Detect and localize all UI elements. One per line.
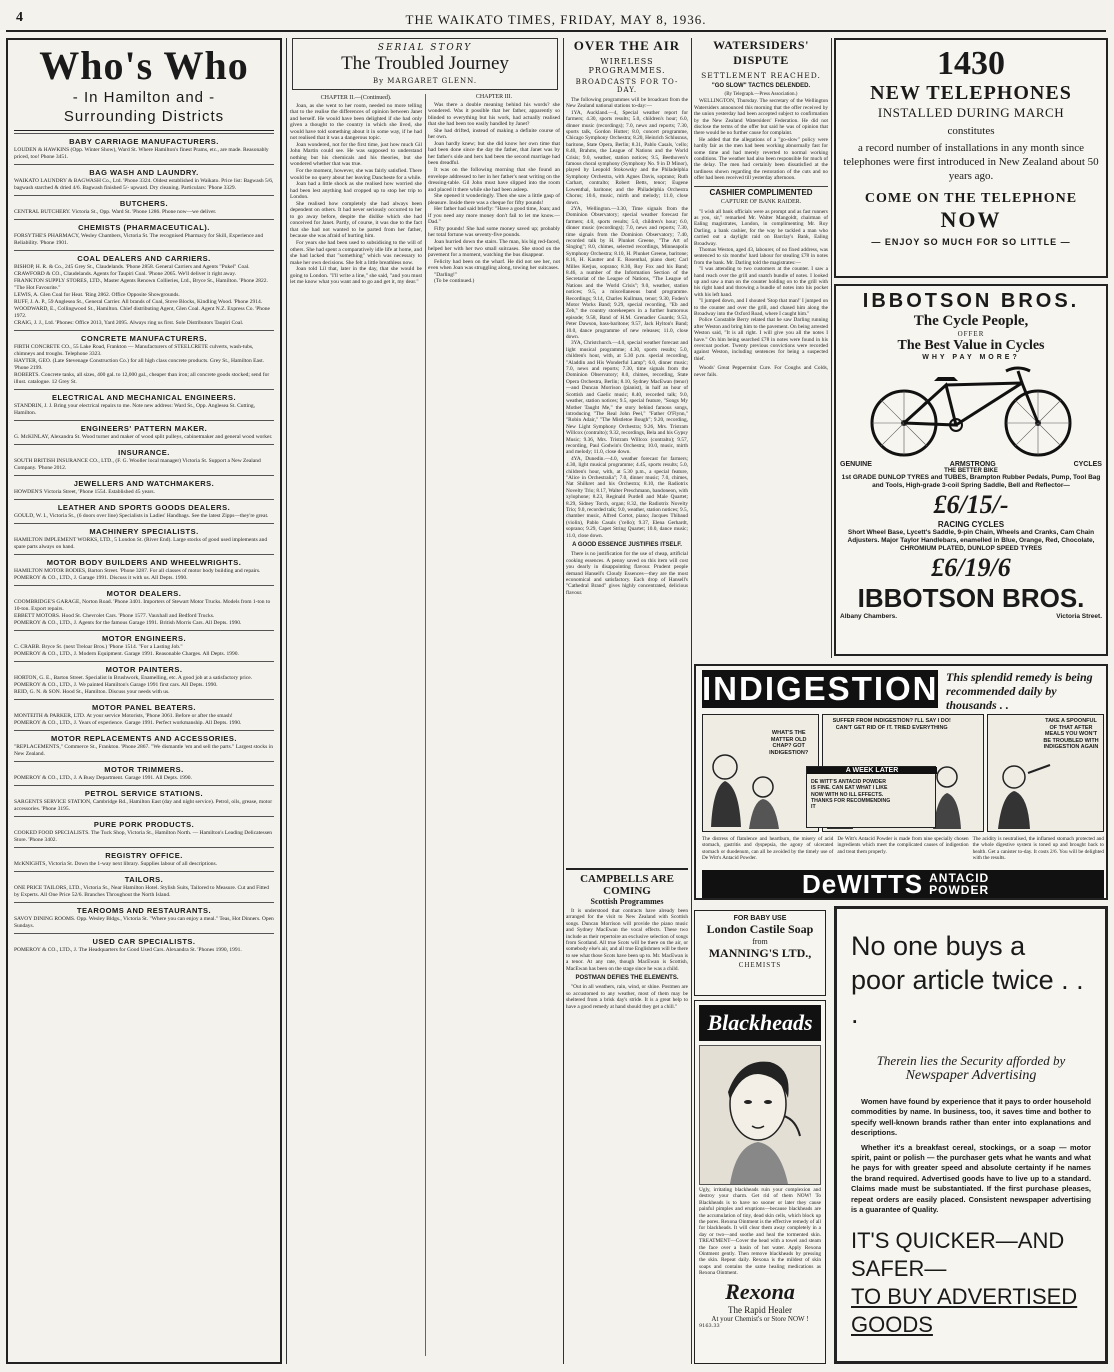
directory-section-heading: REGISTRY OFFICE. [105, 851, 183, 860]
directory-section-heading: USED CAR SPECIALISTS. [92, 937, 196, 946]
story-paragraph: Joan had a little shock as she realised how worried she had been lest anything had cropped up to stop her trip to London. [290, 181, 422, 201]
cashier-paragraph: Police Constable Berry related that he saw Darling running after Weston and bring him to the pavement. On being arrested Weston said, "It is all right. I will give you all the notes I have." On him being searched £78 in notes were found in his overcoat pocket. Twenty previous convictions were recorded against Weston, including sentences for being a suspected thief. [694, 317, 828, 362]
directory-entry: COOKED FOOD SPECIALISTS. The Tuck Shop, Victoria St., Hamilton North. — Hamilton's Leading Delicatessen Store. 'Phone 3402. [14, 830, 273, 843]
directory-entry: POMEROY & CO., LTD., J. Modern Equipment. Garage 1991. Reasonable Charges. All Depts. 1990. [14, 651, 239, 657]
directory-entry: FORSYTHE'S PHARMACY, Wesley Chambers, Victoria St. The recognised Pharmacy for Skill, Experience and Reliability. 'Phone 1901. [14, 233, 264, 246]
telephone-headline: NEW TELEPHONES [870, 82, 1072, 104]
directory-entry: CRAIG, J. J., Ltd. 'Phones: Office 2013, Yard 2095. Always ring us first. Sole Distributors Taupiri Coal. [14, 320, 244, 326]
cashier-paragraph: Thomas Weston, aged 43, labourer, of no fixed address, was sentenced to six months' hard labour for stealing £78 in notes from the bank. Mr. Darling told the magistrates:— [694, 246, 828, 266]
watersiders-quote: "GO SLOW" TACTICS DELENDED. [711, 83, 811, 89]
newspaper-title: THE WAIKATO TIMES, FRIDAY, MAY 8, 1936. [405, 12, 707, 27]
directory-entry: LOUDEN & HAWKINS (Opp. Winter Show), Ward St. Where Hamilton's finest Prams, etc., are made. Reasonably priced, too! Phone 3451. [14, 147, 269, 160]
dewitts-brand: DeWITTS [802, 868, 924, 899]
panel-caption: SUFFER FROM INDIGESTION? I'LL SAY I DO! CAN'T GET RID OF IT. TRIED EVERYTHING [832, 718, 951, 731]
antacid-label [923, 872, 989, 896]
directory-section-heading: PURE PORK PRODUCTS. [93, 820, 195, 829]
story-paragraph: Was there a double meaning behind his words? she wondered. Was it possible that her father, apparently so blinded to everything but his work, had actually realised that she had been too easily handled by Janet? [428, 101, 560, 128]
directory-section [14, 523, 274, 554]
directory-section [14, 933, 274, 957]
quicker-line1: IT'S QUICKER—AND SAFER— [851, 1228, 1065, 1282]
story-paragraph: Joan told Lil that, later in the day, that she would be going to London. "I'll write a line," she said, "and you must let me know what you want and to go and get it, my dear." [290, 266, 422, 286]
page-number: 4 [16, 10, 23, 25]
story-paragraph: Joan wondered, not for the first time, just how much Gil John Martin could see. He was supposed to understand nothing but his chemicals and his theories, but she wondered whether that was true. [290, 141, 422, 168]
directory-section-heading: MOTOR PANEL BEATERS. [91, 703, 197, 712]
directory-section-heading: MOTOR PAINTERS. [105, 665, 183, 674]
therein-line1: Therein lies the Security afforded by [876, 1053, 1066, 1068]
directory-entry: G. McKINLAY, Alexandra St. Wood turner and maker of wood split pulleys, cabinetmaker and general wood worker. [14, 434, 273, 440]
radio-body [566, 97, 688, 596]
indigestion-tagline: This splendid remedy is being recommended daily by thousands . . [946, 670, 1093, 712]
radio-subtitle-2: BROADCASTS FOR TO-DAY. [575, 78, 679, 94]
telephone-constitutes: constitutes [947, 125, 995, 137]
story-paragraph: Joan hurried down the stairs. The man, his big red-faced, helped her with her two small suitcases. She stood on the pavement for a moment, watching the bus disappear. [428, 239, 560, 259]
racing-price: £6/19/6 [931, 553, 1011, 582]
indigestion-text: De Witt's Antacid Powder is made from nine specially chosen ingredients which meet the complicated causes of indigestion and treat them properly. [837, 836, 969, 855]
directory-section [14, 661, 274, 699]
postman-heading: POSTMAN DEFIES THE ELEMENTS. [575, 975, 679, 982]
ibbotson-offer: OFFER [957, 330, 985, 338]
panel-caption: WHAT'S THE MATTER OLD CHAP? GOT INDIGESTION? [769, 730, 809, 756]
story-paragraph: "Darling!" [434, 271, 458, 278]
antacid-word: ANTACID [929, 871, 990, 885]
directory-entry: POMEROY & CO., LTD., J. We painted Hamilton's Garage 1991 first cars. All Depts. 1990. [14, 682, 218, 688]
directory-section-heading: ENGINEERS' PATTERN MAKER. [80, 424, 208, 433]
directory-section [14, 133, 274, 164]
better-bike-label: THE BETTER BIKE [944, 468, 998, 474]
directory-entry: EBBETT MOTORS. Hood St. Chevrolet Cars. 'Phone 1577. Vauxhall and Bedford Trucks. [14, 613, 215, 619]
directory-entry: HAMILTON MOTOR BODIES, Barton Street. 'Phone 3287. For all classes of motor body building and repairs. [14, 568, 261, 574]
directory-entry: POMEROY & CO., LTD., J. Years of experience. Garage 1991. Perfect workmanship. All Depts. 1990. [14, 720, 242, 726]
directory-section-heading: MOTOR BODY BUILDERS AND WHEELWRIGHTS. [46, 558, 242, 567]
watersiders-column [694, 38, 828, 658]
castile-from: from [752, 937, 768, 946]
telephone-now: NOW [940, 207, 1002, 232]
directory-entry: CRAWFORD & CO., Claudelands. Agents for Taupiri Coal. 'Phone 2065. We'll deliver it right away. [14, 271, 236, 277]
ibbotson-footer: IBBOTSON BROS. [857, 583, 1085, 613]
directory-entry: HORTON, G. E., Barton Street. Specialist in Brushwork, Enamelling, etc. A good job at a satisfactory price. [14, 675, 253, 681]
bicycle-illustration [840, 363, 1102, 459]
directory-entry: POMEROY & CO., LTD., J. Garage 1991. Discuss it with us. All Depts. 1990. [14, 575, 188, 581]
racing-spec: Short Wheel Base, Lycett's Saddle, 9-pin Chain, Wheels and Cranks, Cam Chain Adjusters. Major Taylor Handlebars, enamelled in Blue, Orange, Red, Chocolate, CHROMIUM PLATED, DUNLOP SPEED TYRES [847, 529, 1095, 552]
directory-entry: POMEROY & CO., LTD., J. A Busy Department. Garage 1991. All Depts. 1990. [14, 775, 192, 781]
bicycle-icon [846, 363, 1096, 459]
directory-entry: POMEROY & CO., LTD., J. The Headquarters for Good Used Cars. Alexandra St. 'Phones 1990, 1991. [14, 947, 242, 953]
telephone-subhead: INSTALLED DURING MARCH [877, 105, 1065, 120]
directory-entry: HAMILTON IMPLEMENT WORKS, LTD., 5 London St. (River End). Large stocks of good used implements and spare parts always on hand. [14, 537, 268, 550]
serial-story [290, 38, 560, 1364]
radio-intro: The following programmes will be broadcast from the New Zealand national stations to-day:— [566, 97, 688, 110]
man-illustration-icon [703, 715, 803, 831]
directory-section [14, 730, 274, 761]
serial-body [290, 94, 560, 1356]
cashier-paragraph: "I was attending to two customers at the counter. I saw a hand reach over the grill and snatch bundle of notes. I looked up and saw a man on the counter holding on to the grill with his right hand and throwing a bundle of notes into his pocket with his left hand. [694, 266, 828, 298]
directory-entry: MONTEITH & PARKER, LTD. At your service Motorists, 'Phone 3061. Before or after the smash! [14, 713, 233, 719]
cashier-subheading: CAPTURE OF BANK RAIDER. [720, 199, 802, 206]
directory-entry: WOODWARD, E., Collingwood St., Hamilton. Chief distributing Agent, Glen Coal. Agent N.Z. Express Co. 'Phone 1972. [14, 306, 270, 319]
directory-section-heading: INSURANCE. [118, 448, 170, 457]
press-source: (By Telegraph.—Press Association.) [724, 92, 798, 97]
story-paragraph: Joan hardly knew; but she did know her own time that had been done since the day the father, that Janet was by her father's side and hers had been the second marriage had been dreadful. [428, 140, 560, 167]
directory-section [14, 554, 274, 585]
telephone-record-text: a record number of installations in any month since telephones were first introduced in New Zealand about 50 years ago. [843, 142, 1099, 182]
rexona-tagline: The Rapid Healer [728, 1304, 792, 1315]
address-right: Victoria Street. [1056, 613, 1102, 620]
story-paragraph: She had drifted, instead of making a definite course of her own. [428, 127, 560, 141]
directory-entry: C. CRABB. Bryce St. (next Treloar Bros.) 'Phone 1514. "For a Lasting Job." [14, 644, 183, 650]
column-rule [831, 38, 832, 658]
campbell-body [566, 908, 688, 1010]
newspaper-advertising-advert [834, 906, 1108, 1364]
directory-entry: FIRTH CONCRETE CO., 55 Lake Road, Frankton — Manufacturers of STEELCRETE culverts, wash-tubs, chimneys and troughs. Telephone 3323. [14, 344, 254, 357]
directory-section [14, 871, 274, 902]
ibbotson-cycle-people: The Cycle People, [913, 313, 1029, 329]
castile-name: London Castile Soap [706, 922, 814, 936]
castile-for: FOR BABY USE [733, 915, 787, 922]
directory-section [14, 785, 274, 816]
directory-entry: ONE PRICE TAILORS, LTD., Victoria St., Near Hamilton Hotel. Stylish Suits, Tailored to Measure. Cut and Fitted by Experts. All One Price 52/6. Branches Throughout the North Island. [14, 885, 269, 898]
serial-title: The Troubled Journey [341, 53, 509, 74]
directory-entry: STANDRIN, J. J. Bring your electrical repairs to me. Note new address: Ward St., Opp. Anglesea St. Cutting, Hamilton. [14, 403, 255, 416]
directory-entry: SARGENTS SERVICE STATION, Cambridge Rd., Hamilton East (day and night service). Petrol, oils, grease, motor accessories. 'Phone 3195. [14, 799, 273, 812]
serial-tag: SERIAL STORY [377, 43, 473, 53]
radio-item: 1YA, Auckland.—4, Special weather report for farmers; 4.30, sports results; 5.0, children's hour; 6.0, dinner music (recordings); 7.0, news and reports; 7.30, sports talk, Gordon Hutter; 8.0, concert programme, Chicago Symphony Orchestra; 8.20, Heinrich Schlusnus, baritone, State Opera, Berlin; 8.31, Pablo Casals, 'cello; 8.40, Brahms, the League of Nations and the World Crisis; 9.0, weather, station notices; 9.5, Beethoven's famous choral symphony (Symphony No. 9 in D Minor), played by Leopold Stokowsky and the Philadelphia Symphony Orchestra, with Agnes Davis, soprano; Ruth Carhart, contralto; Robert Betts, tenor; Eugene Lowenthal, baritone; and the Philadelphia Orchestra Chorus; 10.6, music, mirth and melody; 11.0, close down. [566, 109, 688, 206]
genuine-label: GENUINE [840, 461, 872, 468]
directory-entry: CENTRAL BUTCHERY. Victoria St., Opp. Ward St. 'Phone 1286. Phone now—we deliver. [14, 209, 217, 215]
postman-text: "Out in all weathers, rain, wind, or shine. Postmen are so accustomed to any weather, most of them may be sheltered from a brisk day's stride. It is a great help to have a good remedy at hand should they get a chill." [566, 984, 688, 1010]
story-paragraph: It was on the following morning that she found an envelope addressed to her in her father's neat writing on the dressing-table. Gil John must have slipped into the room and placed it there while she had been asleep. [428, 167, 560, 193]
directory-section-heading: LEATHER AND SPORTS GOODS DEALERS. [57, 503, 231, 512]
castile-chemists: CHEMISTS [738, 961, 782, 969]
directory-section-heading: MOTOR REPLACEMENTS AND ACCESSORIES. [51, 734, 237, 743]
whos-who-subtitle: - In Hamilton and - [72, 89, 216, 106]
column-rule [563, 38, 564, 1364]
directory-entry: GOULD, W. I., Victoria St., (6 doors over line) Specialists in Ladies' Handbags. See the latest Zipps—they're great. [14, 513, 269, 519]
directory-section-heading: COAL DEALERS AND CARRIERS. [77, 254, 211, 263]
watersiders-title: WATERSIDERS' DISPUTE [713, 38, 809, 67]
powder-word: POWDER [929, 883, 990, 897]
directory-section [14, 420, 274, 444]
quicker-line2: TO BUY ADVERTISED GOODS [851, 1284, 1078, 1338]
directory-section [14, 444, 274, 475]
blackheads-advert [694, 1000, 826, 1364]
directory-sections [14, 133, 274, 957]
radio-column [566, 38, 688, 1364]
directory-entry: WAIKATO LAUNDRY & BAGWASH Co., Ltd. 'Phone 3324. Oldest established in Waikato. Price list: Bagwash 5/6, bagwash starched & dried 4/6. Bagwash finished 5/- upward. Dry cleaning. Particulars: 'Phone 3329. [14, 178, 274, 191]
watersiders-subtitle: SETTLEMENT REACHED. [701, 71, 821, 80]
ibbotson-why-pay: WHY PAY MORE? [922, 354, 1020, 361]
directory-section [14, 847, 274, 871]
directory-entry: RUFF, J. A. P., 59 Anglesea St., General Carrier. All brands of Coal, Stove Blocks, Kindling Wood. 'Phone 2914. [14, 299, 263, 305]
panel-caption: TAKE A SPOONFUL OF THAT AFTER MEALS YOU WON'T BE TROUBLED WITH INDIGESTION AGAIN [1043, 718, 1099, 750]
directory-section-heading: MACHINERY SPECIALISTS. [89, 527, 199, 536]
directory-entry: HOWDEN'S Victoria Street, 'Phone 1554. Established 45 years. [14, 489, 155, 495]
watersiders-body [694, 92, 828, 378]
story-paragraph: For years she had been used to subsidising to the will of others. She had spent a comparatively idle life at home, and she had lacked that "something" which was necessary to make her own decisions. She felt a little breathless now. [290, 240, 422, 266]
advertising-paragraph: Whether it's a breakfast cereal, stockings, or a soap — motor spirit, paint or polish — the purchaser gets what he wants and what he pays for with greater speed and absolute certainty if he names the brand required. Advertised goods have to live up to a standard. Claims made must be substantiated. If the first purchase pleases, repeat orders are easily placed. Consistent newspaper advertising is a guarantee of Quality. [851, 1142, 1091, 1215]
directory-section-heading: ELECTRICAL AND MECHANICAL ENGINEERS. [51, 393, 237, 402]
column-rule [286, 38, 287, 1364]
woods-notice: Woods' Great Peppermint Cure. For Coughs and Colds, never fails. [694, 365, 828, 378]
campbell-text: It is understood that contracts have already been arranged for the visit to New Zealand with Scottish songs. Duncan Morrison will provide the piano music and Sydney MacEwan the vocal effects. These two include as their repertoire an exclusive selection of songs from Scotland. All true Scots will be there on the air, or somebody else's air, and all true Englishmen will be there to see what those Scots have been up to. Mr. MacEwan is a tenor. At any rate, though MacEwan is Scottish, MacEwan has been on the stage since he was a child. [566, 908, 688, 972]
indigestion-body [702, 836, 1104, 868]
watersiders-paragraph: He added that the allegations of a "go-slow" policy were hardly fair as the men had been working abnormally fast for some time and had merely reverted to normal working conditions. The weather had also been responsible for much of the delay. The men had certainly been dissatisfied at the tardiness shown regarding the restoration of the cuts and no offer had been received till yesterday afternoon. [694, 136, 828, 182]
directory-section [14, 699, 274, 730]
radio-title: OVER THE AIR [573, 38, 681, 53]
story-paragraph: (To be continued.) [434, 278, 475, 285]
directory-section-heading: BABY CARRIAGE MANUFACTURERS. [69, 137, 219, 146]
cashier-paragraph: "I jumped down, and I shouted 'Stop that man!' I jumped on to the counter and over the grill, and chased him along the Broadway into the Oxford Road, where I caught him." [694, 298, 828, 317]
panel-caption: DE WITT'S ANTACID POWDER IS FINE. CAN EAT WHAT I LIKE NOW WITH NO ILL EFFECTS. THANKS FOR RECOMMENDING IT [811, 779, 891, 811]
directory-section-heading: TEAROOMS AND RESTAURANTS. [76, 906, 212, 915]
directory-section [14, 330, 274, 389]
story-paragraph: Fifty pounds! She had some money saved up; probably her total fortune was seventy-five pounds. [428, 225, 560, 239]
advertising-paragraph: Women have found by experience that it pays to order household commodities by name. In business, too, it saves time and bother to specify well-known brands rather than enter into explanations and descriptions. [851, 1097, 1091, 1138]
directory-section [14, 585, 274, 630]
directory-entry: COOMBRIDGE'S GARAGE, Norton Road. 'Phone 3401. Importers of Stewart Motor Trucks. Models from 1-ton to 10-ton. Export repairs. [14, 599, 271, 612]
therein-line2: Newspaper Advertising [905, 1068, 1037, 1083]
castile-soap-advert [694, 910, 826, 996]
woman-face-icon [700, 1046, 822, 1184]
telephone-advert [834, 38, 1108, 278]
comic-panel [987, 714, 1104, 832]
serial-byline: By MARGARET GLENN. [372, 77, 478, 85]
directory-entry: "REPLACEMENTS," Commerce St., Frankton. 'Phone 2867. "We dismantle 'em and sell the parts." Largest stocks in New Zealand. [14, 744, 273, 757]
armstrong-spec: 1st GRADE DUNLOP TYRES and TUBES, Brampton Rubber Pedals, Pump, Tool Bag and Tools, High-grade 3-coil Spring Saddle, Bell and Reflector— [841, 474, 1101, 489]
directory-entry: BISHOP, H. R. & Co., 245 Grey St., Claudelands. 'Phone 2858. General Carriers and Agents "Pukel" Coal. [14, 264, 250, 270]
serial-header [292, 38, 558, 90]
armstrong-labels [840, 461, 1102, 468]
directory-section [14, 475, 274, 499]
dewitts-brand-bar [702, 870, 1104, 898]
directory-section [14, 250, 274, 330]
directory-section-heading: TAILORS. [124, 875, 164, 884]
directory-section [14, 195, 274, 219]
ibbotson-best-value: The Best Value in Cycles [897, 338, 1045, 353]
directory-section-heading: CONCRETE MANUFACTURERS. [80, 334, 208, 343]
directory-section-heading: JEWELLERS AND WATCHMAKERS. [73, 479, 215, 488]
story-paragraph: Felicity had been on the wharf. He did not see her, not even when Joan was struggling along, towing her suitcases. [428, 258, 560, 272]
ibbotson-advert [834, 284, 1108, 656]
no-one-buys-line2: poor article twice . . . [851, 965, 1084, 1029]
watersiders-paragraph: WELLINGTON, Thursday. The secretary of the Wellington Watersiders announced this morning that the offer received by the union yesterday had been accepted subject to confirmation by the New Zealand Watersiders' Federation. He did not disclose the terms of the offer but said he was of opinion that there would be no further cause for complaint. [694, 98, 828, 137]
chapter-heading: CHAPTER II.—(Continued). [320, 95, 392, 101]
woman-portrait [699, 1045, 821, 1185]
directory-section-heading: CHEMISTS (PHARMACEUTICAL). [78, 223, 210, 232]
ad-code: 9163.33 [699, 1322, 720, 1329]
whos-who-directory [6, 38, 282, 1364]
directory-section-heading: BAG WASH AND LAUNDRY. [89, 168, 199, 177]
indigestion-headline: INDIGESTION [702, 670, 939, 707]
directory-section [14, 761, 274, 785]
directory-section [14, 816, 274, 847]
directory-section [14, 902, 274, 933]
armstrong-price: £6/15/- [933, 490, 1009, 519]
column-rule [691, 38, 692, 1364]
radio-item: 2YA, Wellington.—3.30, Time signals from the Dominion Observatory; special weather forecast for farmers; 4.0, sports results; 5.0, children's hour; 6.0, dinner music (recordings); 7.0, news and reports; 7.30, time signals from the Dominion Observatory; 7.40, recorded talk by H. Plunket Greene, "The Art of Singing"; 8.0, chimes, selected recordings, Minneapolis Symphony Orchestra; 8.10, H. Plunket Greene, baritone; 8.16, H. Kautter and E. Rosenthal, piano duet; Carl Milles Kerjus, soprano; 8.30, Roy Fox and his Band; 8.46, a number of the Information Section of the Secretariat of the League of Nations, "The League of Nations and the World Crisis"; 9.0, weather, station notices; 9.5, a miscellaneous band programme. Recordings; 9.14, Charles Kullman, tenor; 9.30, Foden's Motor Works Band; 9.29, special recording, "Eb and Zeb," the country storekeepers in a further humorous episode; 9.58, Band of H.M. Grenadier Guards; 9.53, Peter Dawson, bass-baritone; 9.57, Jack Hylton's Band; 10.0, dance programme of new releases; 11.0, close down. [566, 205, 688, 341]
chapter-heading: CHAPTER III. [475, 94, 513, 100]
blackheads-text: Ugly, irritating blackheads ruin your complexion and destroy your charm. Get rid of them NOW! To Blackheads is to have no sooner or later they cause painful pimples and eruptions—because blackheads are the accumulation of tiny, dead skin cells, which block up the pores. Rexona Ointment is the effective remedy of all for blackheads. It will clear them away completely in a day or two—and soothe and heal the tormented skin. TREATMENT—Cover the head with a towel and steam the face over a basin of hot water. Apply Rexona Ointment gently. Then remove blackheads by pressing the skin. Repeat daily. Rexona is the mildest of skin soaps and contains the same healing medications as Rexona Ointment. [699, 1187, 821, 1277]
directory-section-heading: MOTOR TRIMMERS. [104, 765, 184, 774]
directory-section-heading: MOTOR DEALERS. [106, 589, 182, 598]
telephone-count: 1430 [937, 45, 1005, 82]
indigestion-text: The acidity is neutralised, the inflamed stomach protected and the whole digestive system is toned up and brought back to health. Get a canister to-day. It costs 2/6. You will be delighted with the results. [972, 836, 1104, 861]
ibbotson-address [840, 613, 1102, 620]
comic-panel [806, 766, 936, 828]
directory-section [14, 219, 274, 250]
castile-store: MANNING'S LTD., [708, 946, 812, 960]
telephone-come-on: COME ON THE TELEPHONE [864, 191, 1078, 206]
whos-who-subtitle-2: Surrounding Districts [14, 107, 274, 131]
advertising-body [851, 1097, 1091, 1215]
indigestion-advert [694, 664, 1108, 900]
story-paragraph: She opened it wonderingly. Then she saw a little gasp of pleasure. Inside there was a cheque for fifty pounds! [428, 193, 560, 206]
comic-panel [702, 714, 819, 832]
directory-entry: REID, G. N. & SON. Hood St., Hamilton. Discuss your needs with us. [14, 689, 170, 695]
essence-heading: A GOOD ESSENCE JUSTIFIES ITSELF. [572, 542, 682, 549]
directory-entry: HAYTER, GEO. (Late Stevenage Construction Co.) for all high class concrete products. Grey St., Hamilton East. 'Phone 2199. [14, 358, 264, 371]
man-with-spoon-icon [988, 715, 1088, 831]
directory-section-heading: MOTOR ENGINEERS. [101, 634, 187, 643]
indigestion-text: The distress of flatulence and heartburn, the misery of acid stomach, gastritis and dyspepsia, the agony of ulcerated stomach or duodenum, can all be avoided by the timely use of De Witt's Antacid Powder. [702, 836, 834, 861]
cycles-label: CYCLES [1073, 461, 1102, 468]
radio-item: 3YA, Christchurch.—4.0, special weather forecast and light musical programme; 4.30, sports results; 5.0, children's hour, with, at 5.30 p.m. special recording, "Aladdin and His Wonderful Lamp"; 6.0, dinner music; 7.0, news and reports; 7.30, time signals from the Dominion Observatory; 8.0, chimes, recording, State Opera Orchestra, Berlin; 8.10, Sydney MacEwan (tenor)—and Duncan Morrison (pianist), in half an hour of Scottish and Gaelic music; 8.40, recorded talk; 9.0, weather, station notices; 9.5, special feature, "Songs My Mother Taught Me," the story behind famous songs, introducing "The Real John Peel," "Father O'Flynn," "Robin Adair," "The Mistletoe Bough"; 9.20, recording, New Light Symphony Orchestra; 9.26, Mrs. Tristram Willcox (contralto); 9.32, recordings, Bela and his Gypsy Music; 9.36, Mrs. Tristram Willcox (contralto); 9.57, recording, Paul Godwin's Orchestra; 10.0, music, mirth and melody; 11.0, close down. [566, 340, 688, 456]
directory-entry: McKNIGHTS, Victoria St. Down the 1-way next library. Supplies labour of all descriptions. [14, 861, 217, 867]
telephone-enjoy: — ENJOY SO MUCH FOR SO LITTLE — [871, 237, 1071, 247]
directory-section [14, 164, 274, 195]
masthead [6, 6, 1106, 32]
no-one-buys-line1: No one buys a [851, 931, 1026, 961]
campbell-title: CAMPBELLS ARE COMING [580, 873, 674, 897]
directory-section-heading: BUTCHERS. [119, 199, 169, 208]
ibbotson-name: IBBOTSON BROS. [862, 290, 1080, 312]
essence-text: There is no justification for the use of cheap, artificial cooking essences. A penny saved on this item will cost you dearly in disappointing flavour. Prudent people demand Hansell's Cloudy Essences—they are the most economical and satisfactory. Each drop of Hansell's "Cathedral Brand" gives highly concentrated, delicious flavour. [566, 551, 688, 596]
directory-section-heading: PETROL SERVICE STATIONS. [84, 789, 204, 798]
directory-entry: FRANKTON SUPPLY STORES, LTD., Master Agents Renown Collieries, Ltd., Bryce St., Hamilton. 'Phone 2822. "The Hot Favourite." [14, 278, 268, 291]
story-paragraph: For the moment, however, she was fairly satisfied. There would be no query about her leaving Dancheste for a while. [290, 168, 422, 181]
campbell-subtitle: Scottish Programmes [590, 897, 664, 906]
address-left: Albany Chambers. [840, 613, 898, 620]
rexona-chemist: At your Chemist's or Store NOW ! [711, 1314, 809, 1323]
directory-section [14, 630, 274, 661]
campbells-article [566, 868, 688, 1010]
armstrong-label: ARMSTRONG [949, 461, 996, 468]
cashier-paragraph: "I wish all bank officials were as prompt and as fast runners as you, sir," remarked Mr. Walter Mangoldt, chairman of Ealing magistrates, London, in complimenting Mr. Roy Darling, a bank cashier, for the way he tackled a man who carried out a daylight raid on Barclay's Bank, Ealing Broadway. [694, 208, 828, 247]
directory-entry: ROBERTS. Concrete tanks, all sizes, 400 gal. to 12,000 gal., cheaper than iron; all concrete goods stocked; send for illust. catalogue. 12 Grey St. [14, 372, 270, 385]
directory-entry: SOUTH BRITISH INSURANCE CO., LTD., (F. G. Wooller local manager) Victoria St. Support a New Zealand Company. 'Phone 2012. [14, 458, 261, 471]
directory-section [14, 499, 274, 523]
directory-entry: POMEROY & CO., LTD., J. Agents for the famous Garage 1991. British Morris Cars. All Depts. 1990. [14, 620, 242, 626]
racing-label: RACING CYCLES [937, 520, 1005, 529]
directory-entry: SAVOY DINING ROOMS. Opp. Wesley Bldgs., Victoria St. "Where you can enjoy a meal." Teas, Hot Dinners. Open Sundays. [14, 916, 274, 929]
directory-entry: LEWIS, A. Glen Coal for Heat. 'Ring 2862. Office Opposite Showgrounds. [14, 292, 180, 298]
story-paragraph: Her father had said briefly: "Have a good time, Joan; and if you need any more money don't fail to let me know.—Dad." [428, 206, 560, 226]
directory-section [14, 389, 274, 420]
radio-item: 4YA, Dunedin.—4.0, weather forecast for farmers; 4.30, light musical programme; 4.45, sports results; 5.0, children's hour, with, at 5.30 p.m., a special feature, "Alice in Orchestralia"; 7.0, dinner music; 7.0, chimes, Nat Shilkret and his Orchestra; 8.10, the Radiotrix Novelty Trio; 8.17, Walter Preschmann, bandoneon, with xylophone; 8.23, Reginald Purdell and Male Quartet; 8.29, Sidney Torch, organ; 8.32, the Radiotrix Novelty Trio; 9.0, recorded talk; 9.0, weather, station notices; 9.5, chamber music, Alfred Cortot, piano; Jacques Thibaud (violin), Pablo Casals ('cello); 9.37, Elena Gerhardt, soprano; 9.29, Capet String Quartet; 10.0, dance music; 11.0, close down. [566, 455, 688, 539]
cashier-heading: CASHIER COMPLIMENTED [709, 187, 813, 197]
blackheads-headline: Blackheads [699, 1005, 821, 1041]
story-paragraph: Joan, as she went to her room, needed no more telling that to the realise the differences of opinion between Janet and herself. He would have been delighted if she had only given a thought to the country in which she lived, she would have told something about it in some way, if he had not realised that it was a dangerous topic. [290, 102, 422, 142]
week-later-caption: A WEEK LATER [807, 767, 937, 774]
story-paragraph: She realised how completely she had always been dependent on others. It had never seriously occurred to her to go away before, despite the dislike which she had conceived for Janet. Partly, of course, it was due to the fact that she had not wanted to be parted from her father, because she was afraid of hurting him. [290, 200, 422, 240]
rexona-brand: Rexona [725, 1278, 795, 1304]
radio-subtitle: WIRELESS PROGRAMMES. [588, 57, 666, 75]
whos-who-title: Who's Who [39, 43, 249, 88]
